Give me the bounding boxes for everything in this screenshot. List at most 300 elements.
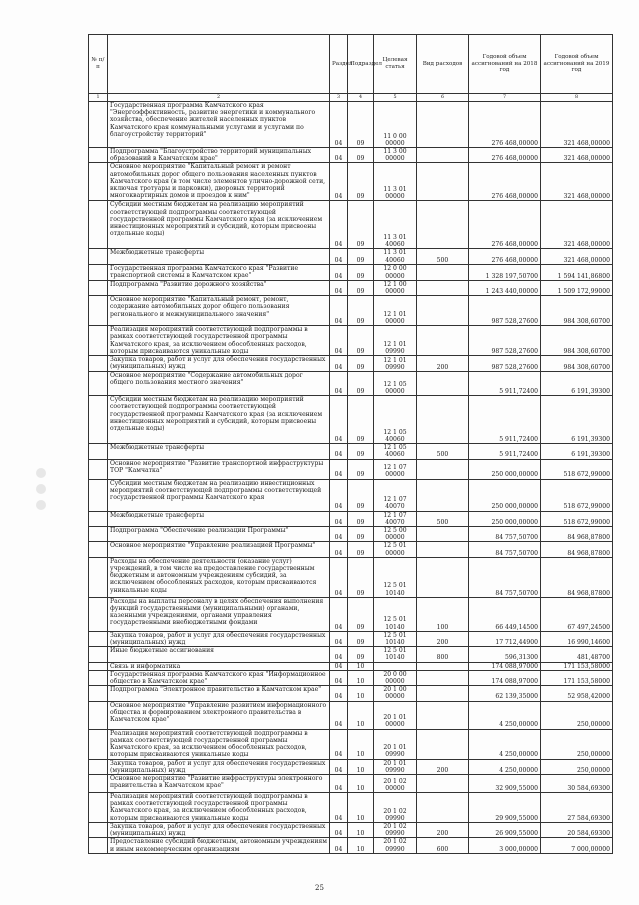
cell-sec: 04: [330, 686, 348, 701]
cell-cs: 20 1 02 09990: [374, 793, 417, 823]
cell-sub: 10: [348, 701, 374, 729]
cell-vr: 200: [417, 631, 469, 646]
cell-v18: 1 243 440,00000: [469, 280, 541, 295]
cell-v19: 321 468,00000: [541, 102, 613, 148]
row-number-cell: [89, 396, 108, 444]
cell-cs: 12 5 00 00000: [374, 527, 417, 542]
cell-v18: 4 250,00000: [469, 759, 541, 774]
cell-sec: 04: [330, 148, 348, 163]
cell-name: Основное мероприятие "Управление развитием информационного общества и формированием электронного правительства в Камчатском крае": [108, 701, 330, 729]
cell-cs: 12 1 00 00000: [374, 280, 417, 295]
row-number-cell: [89, 670, 108, 685]
row-number-cell: [89, 823, 108, 838]
cell-cs: 12 1 07 40070: [374, 479, 417, 511]
header-expense-type: Вид расходов: [417, 35, 469, 94]
cell-cs: 12 1 05 40060: [374, 444, 417, 459]
cell-sub: 09: [348, 163, 374, 201]
cell-v19: 984 308,60700: [541, 326, 613, 356]
cell-cs: 12 1 05 00000: [374, 372, 417, 396]
cell-sub: 09: [348, 356, 374, 372]
column-number: 7: [469, 94, 541, 102]
cell-name: Субсидии местным бюджетам на реализацию мероприятий соответствующей подпрограммы соответствующей государственной программы Камчатского края (за исключением инвестиционных мероприятий и субсидий, которым присвоены отдельные коды): [108, 396, 330, 444]
cell-sub: 09: [348, 296, 374, 326]
cell-v19: 6 191,39300: [541, 372, 613, 396]
cell-name: Основное мероприятие "Управление реализацией Программы": [108, 542, 330, 557]
cell-v19: 6 191,39300: [541, 396, 613, 444]
cell-cs: 11 3 01 40060: [374, 249, 417, 264]
row-number-cell: [89, 729, 108, 759]
cell-sec: 04: [330, 838, 348, 853]
cell-v19: 321 468,00000: [541, 201, 613, 249]
cell-sec: 04: [330, 670, 348, 685]
cell-name: Государственная программа Камчатского края "Энергоэффективность, развитие энергетики и коммунального хозяйства, обеспечение жителей населенных пунктов Камчатского края коммунальными услугами и услугами по благоустройству территорий": [108, 102, 330, 148]
row-number-cell: [89, 459, 108, 479]
cell-sub: 09: [348, 264, 374, 280]
cell-sub: 09: [348, 249, 374, 264]
cell-sec: 04: [330, 647, 348, 662]
cell-v18: 66 449,14500: [469, 597, 541, 631]
table-row: [89, 686, 613, 701]
table-row: [89, 264, 613, 280]
table-row: [89, 326, 613, 356]
cell-v19: 1 509 172,99000: [541, 280, 613, 295]
cell-sub: 09: [348, 102, 374, 148]
cell-v19: 1 594 141,86800: [541, 264, 613, 280]
header-2018: Годовой объем ассигнований на 2018 год: [469, 35, 541, 94]
header-name: [108, 35, 330, 94]
table-row: [89, 396, 613, 444]
cell-sub: 09: [348, 444, 374, 459]
cell-vr: [417, 793, 469, 823]
table-row: [89, 701, 613, 729]
cell-sec: 04: [330, 479, 348, 511]
cell-vr: [417, 527, 469, 542]
cell-v19: 52 958,42000: [541, 686, 613, 701]
row-number-cell: [89, 793, 108, 823]
cell-sec: 04: [330, 201, 348, 249]
cell-v18: 4 250,00000: [469, 729, 541, 759]
table-row: [89, 759, 613, 774]
cell-cs: 20 1 01 09990: [374, 759, 417, 774]
cell-vr: [417, 296, 469, 326]
cell-vr: [417, 729, 469, 759]
cell-sub: 10: [348, 759, 374, 774]
cell-v19: 321 468,00000: [541, 163, 613, 201]
cell-cs: 12 1 01 09990: [374, 326, 417, 356]
cell-v19: 518 672,99000: [541, 479, 613, 511]
table-row: [89, 148, 613, 163]
cell-sub: 09: [348, 527, 374, 542]
table-row: [89, 647, 613, 662]
cell-name: Межбюджетные трансферты: [108, 444, 330, 459]
cell-v18: 174 088,97000: [469, 670, 541, 685]
cell-v19: 67 497,24500: [541, 597, 613, 631]
column-number: 5: [374, 94, 417, 102]
cell-sub: 09: [348, 326, 374, 356]
row-number-cell: [89, 686, 108, 701]
cell-v18: 5 911,72400: [469, 372, 541, 396]
cell-sec: 04: [330, 372, 348, 396]
row-number-cell: [89, 148, 108, 163]
table-row: [89, 459, 613, 479]
column-number: 4: [348, 94, 374, 102]
cell-name: Подпрограмма "Развитие дорожного хозяйства": [108, 280, 330, 295]
cell-vr: [417, 201, 469, 249]
cell-vr: 800: [417, 647, 469, 662]
cell-name: Предоставление субсидий бюджетным, автономным учреждениям и иным некоммерческим организациям: [108, 838, 330, 853]
cell-vr: [417, 686, 469, 701]
row-number-cell: [89, 296, 108, 326]
cell-sub: 09: [348, 280, 374, 295]
cell-cs: 12 5 01 00000: [374, 542, 417, 557]
cell-cs: 12 1 01 09990: [374, 356, 417, 372]
cell-v18: 276 468,00000: [469, 148, 541, 163]
table-row: [89, 793, 613, 823]
cell-sub: 10: [348, 793, 374, 823]
table-row: [89, 163, 613, 201]
cell-v18: 250 000,00000: [469, 479, 541, 511]
cell-name: Основное мероприятие "Содержание автомобильных дорог общего пользования местного значения": [108, 372, 330, 396]
row-number-cell: [89, 647, 108, 662]
cell-sec: 04: [330, 326, 348, 356]
cell-cs: 12 1 07 00000: [374, 459, 417, 479]
cell-vr: [417, 701, 469, 729]
cell-name: Иные бюджетные ассигнования: [108, 647, 330, 662]
cell-sub: 09: [348, 201, 374, 249]
cell-v19: 321 468,00000: [541, 148, 613, 163]
cell-sec: 04: [330, 527, 348, 542]
cell-sub: 10: [348, 670, 374, 685]
cell-v19: 171 153,58000: [541, 670, 613, 685]
header-target-article: Целевая статья: [374, 35, 417, 94]
cell-cs: 11 3 01 40060: [374, 201, 417, 249]
budget-allocation-table: [88, 34, 613, 854]
cell-name: Основное мероприятие "Развитие инфраструктуры электронного правительства в Камчатском крае": [108, 775, 330, 793]
cell-v18: 26 909,55000: [469, 823, 541, 838]
cell-vr: [417, 163, 469, 201]
cell-sub: 09: [348, 597, 374, 631]
cell-v19: 250,00000: [541, 729, 613, 759]
cell-v18: 5 911,72400: [469, 396, 541, 444]
cell-name: Реализация мероприятий соответствующей подпрограммы в рамках соответствующей государственной программы Камчатского края, за исключением обособленных расходов, которым присваиваются уникальные коды: [108, 793, 330, 823]
cell-name: Основное мероприятие "Капитальный ремонт, ремонт, содержание автомобильных дорог общего пользования регионального и межмуниципального значения": [108, 296, 330, 326]
cell-cs: 20 1 02 09990: [374, 838, 417, 853]
cell-vr: [417, 280, 469, 295]
cell-sec: 04: [330, 356, 348, 372]
column-number: 6: [417, 94, 469, 102]
cell-vr: 600: [417, 838, 469, 853]
column-number-row: [89, 94, 613, 102]
cell-sec: 04: [330, 729, 348, 759]
cell-cs: 20 1 02 00000: [374, 775, 417, 793]
cell-cs: 20 0 00 00000: [374, 670, 417, 685]
header-subsection: Подраздел: [348, 35, 374, 94]
cell-name: Государственная программа Камчатского края "Информационное общество в Камчатском крае": [108, 670, 330, 685]
row-number-cell: [89, 372, 108, 396]
cell-name: Государственная программа Камчатского края "Развитие транспортной системы в Камчатском крае": [108, 264, 330, 280]
cell-sec: 04: [330, 396, 348, 444]
cell-name: Закупка товаров, работ и услуг для обеспечения государственных (муниципальных) нужд: [108, 631, 330, 646]
cell-cs: 12 1 07 40070: [374, 511, 417, 526]
cell-v18: 5 911,72400: [469, 444, 541, 459]
table-row: [89, 729, 613, 759]
cell-v18: 84 757,50700: [469, 527, 541, 542]
cell-vr: [417, 670, 469, 685]
cell-name: Подпрограмма "Обеспечение реализации Программы": [108, 527, 330, 542]
table-row: [89, 527, 613, 542]
cell-sec: 04: [330, 511, 348, 526]
cell-name: Субсидии местным бюджетам на реализацию мероприятий соответствующей подпрограммы соответствующей государственной программы Камчатского края (за исключением инвестиционных мероприятий и субсидий, которым присвоены отдельные коды): [108, 201, 330, 249]
cell-cs: 11 3 00 00000: [374, 148, 417, 163]
cell-vr: 200: [417, 759, 469, 774]
cell-vr: 500: [417, 249, 469, 264]
table-row: [89, 296, 613, 326]
cell-v19: 84 968,87800: [541, 557, 613, 597]
cell-cs: 20 1 02 09990: [374, 823, 417, 838]
cell-v19: 250,00000: [541, 701, 613, 729]
cell-v19: 321 468,00000: [541, 249, 613, 264]
cell-sec: 04: [330, 163, 348, 201]
table-row: [89, 775, 613, 793]
cell-sub: 09: [348, 647, 374, 662]
cell-sec: 04: [330, 102, 348, 148]
cell-sub: 09: [348, 396, 374, 444]
cell-cs: 12 0 00 00000: [374, 264, 417, 280]
cell-cs: 20 1 01 09990: [374, 729, 417, 759]
row-number-cell: [89, 511, 108, 526]
table-row: [89, 479, 613, 511]
column-number: 3: [330, 94, 348, 102]
cell-name: Реализация мероприятий соответствующей подпрограммы в рамках соответствующей государственной программы Камчатского края, за исключением обособленных расходов, которым присваиваются уникальные коды: [108, 326, 330, 356]
cell-vr: [417, 326, 469, 356]
header-num: № п/п: [89, 35, 108, 94]
table-row: [89, 597, 613, 631]
table-row: [89, 557, 613, 597]
cell-cs: 12 5 01 10140: [374, 557, 417, 597]
cell-vr: [417, 775, 469, 793]
cell-name: Реализация мероприятий соответствующей подпрограммы в рамках соответствующей государственной программы Камчатского края, за исключением обособленных расходов, которым присваиваются уникальные коды: [108, 729, 330, 759]
table-row: [89, 280, 613, 295]
cell-sec: 04: [330, 775, 348, 793]
table-row: [89, 249, 613, 264]
cell-v18: 250 000,00000: [469, 459, 541, 479]
cell-v19: 27 584,69300: [541, 793, 613, 823]
cell-v19: 250,00000: [541, 759, 613, 774]
cell-sub: 09: [348, 459, 374, 479]
row-number-cell: [89, 542, 108, 557]
cell-vr: 200: [417, 356, 469, 372]
cell-sec: 04: [330, 557, 348, 597]
cell-cs: [374, 662, 417, 670]
cell-v18: 4 250,00000: [469, 701, 541, 729]
cell-sec: 04: [330, 249, 348, 264]
cell-sub: 09: [348, 372, 374, 396]
table-row: [89, 201, 613, 249]
row-number-cell: [89, 201, 108, 249]
scan-margin-marks: [36, 468, 50, 608]
cell-cs: 12 5 01 10140: [374, 631, 417, 646]
cell-name: Подпрограмма "Благоустройство территорий муниципальных образований в Камчатском крае": [108, 148, 330, 163]
cell-name: Закупка товаров, работ и услуг для обеспечения государственных (муниципальных) нужд: [108, 823, 330, 838]
row-number-cell: [89, 264, 108, 280]
cell-cs: 11 3 01 00000: [374, 163, 417, 201]
cell-sub: 10: [348, 775, 374, 793]
table-body: [89, 102, 613, 854]
cell-sec: 04: [330, 280, 348, 295]
table-row: [89, 511, 613, 526]
cell-v18: 29 909,55000: [469, 793, 541, 823]
cell-cs: 20 1 01 00000: [374, 701, 417, 729]
row-number-cell: [89, 280, 108, 295]
cell-cs: 20 1 00 00000: [374, 686, 417, 701]
cell-v19: 84 968,87800: [541, 527, 613, 542]
cell-name: Закупка товаров, работ и услуг для обеспечения государственных (муниципальных) нужд: [108, 356, 330, 372]
cell-sec: 04: [330, 823, 348, 838]
page-number: 25: [315, 884, 324, 892]
table-row: [89, 631, 613, 646]
cell-v19: 518 672,99000: [541, 459, 613, 479]
cell-sub: 09: [348, 479, 374, 511]
cell-vr: [417, 372, 469, 396]
cell-cs: 11 0 00 00000: [374, 102, 417, 148]
cell-sec: 04: [330, 631, 348, 646]
cell-sec: 04: [330, 759, 348, 774]
cell-sub: 09: [348, 148, 374, 163]
row-number-cell: [89, 701, 108, 729]
cell-v19: 84 968,87800: [541, 542, 613, 557]
cell-name: Расходы на обеспечение деятельности (оказание услуг) учреждений, в том числе на предоставление государственным бюджетным и автономным учреждениям субсидий, за исключением обособленных расходов, которым присваиваются уникальные коды: [108, 557, 330, 597]
cell-v18: 276 468,00000: [469, 201, 541, 249]
cell-name: Связь и информатика: [108, 662, 330, 670]
table-row: [89, 823, 613, 838]
row-number-cell: [89, 759, 108, 774]
row-number-cell: [89, 444, 108, 459]
cell-sub: 09: [348, 542, 374, 557]
cell-sub: 10: [348, 729, 374, 759]
cell-v18: 987 528,27600: [469, 326, 541, 356]
cell-vr: [417, 396, 469, 444]
row-number-cell: [89, 557, 108, 597]
cell-v18: 84 757,50700: [469, 557, 541, 597]
cell-vr: [417, 102, 469, 148]
cell-v18: 276 468,00000: [469, 102, 541, 148]
cell-v18: 276 468,00000: [469, 163, 541, 201]
cell-v18: 250 000,00000: [469, 511, 541, 526]
cell-v19: 30 584,69300: [541, 775, 613, 793]
cell-sub: 09: [348, 557, 374, 597]
cell-name: Межбюджетные трансферты: [108, 249, 330, 264]
cell-sub: 10: [348, 823, 374, 838]
cell-sub: 10: [348, 838, 374, 853]
cell-sec: 04: [330, 793, 348, 823]
cell-v18: 62 139,35000: [469, 686, 541, 701]
table-row: [89, 444, 613, 459]
cell-vr: [417, 148, 469, 163]
cell-cs: 12 5 01 10140: [374, 597, 417, 631]
row-number-cell: [89, 249, 108, 264]
cell-name: Основное мероприятие "Капитальный ремонт и ремонт автомобильных дорог общего пользования населенных пунктов Камчатского края (в том числе элементов улично-дорожной сети, включая тротуары и парковки), дворовых территорий многоквартирных домов и проездов к ним": [108, 163, 330, 201]
row-number-cell: [89, 102, 108, 148]
cell-name: Расходы на выплаты персоналу в целях обеспечения выполнения функций государственными (муниципальными) органами, казенными учреждениями, органами управления государственными внебюджетными фондами: [108, 597, 330, 631]
cell-v18: 987 528,27600: [469, 296, 541, 326]
cell-cs: 12 5 01 10140: [374, 647, 417, 662]
cell-sec: 04: [330, 662, 348, 670]
table-row: [89, 670, 613, 685]
table-row: [89, 356, 613, 372]
cell-v19: 7 000,00000: [541, 838, 613, 853]
cell-v19: 6 191,39300: [541, 444, 613, 459]
row-number-cell: [89, 597, 108, 631]
cell-v18: 1 328 197,50700: [469, 264, 541, 280]
row-number-cell: [89, 356, 108, 372]
row-number-cell: [89, 662, 108, 670]
cell-v18: 3 000,00000: [469, 838, 541, 853]
cell-vr: [417, 479, 469, 511]
cell-sec: 04: [330, 597, 348, 631]
row-number-cell: [89, 775, 108, 793]
cell-sub: 10: [348, 686, 374, 701]
cell-sub: 09: [348, 511, 374, 526]
cell-v18: 84 757,50700: [469, 542, 541, 557]
column-number: 8: [541, 94, 613, 102]
cell-vr: 100: [417, 597, 469, 631]
cell-sub: 10: [348, 662, 374, 670]
cell-v18: 276 468,00000: [469, 249, 541, 264]
cell-sec: 04: [330, 444, 348, 459]
cell-name: Основное мероприятие "Развитие транспортной инфраструктуры ТОР "Камчатка": [108, 459, 330, 479]
table-row: [89, 102, 613, 148]
cell-v18: 17 712,44900: [469, 631, 541, 646]
cell-v19: 481,48700: [541, 647, 613, 662]
header-section: Раздел: [330, 35, 348, 94]
row-number-cell: [89, 631, 108, 646]
cell-vr: [417, 557, 469, 597]
column-number: 1: [89, 94, 108, 102]
cell-vr: 500: [417, 444, 469, 459]
header-2019: Годовой объем ассигнований на 2019 год: [541, 35, 613, 94]
cell-vr: [417, 264, 469, 280]
cell-v18: 32 909,55000: [469, 775, 541, 793]
row-number-cell: [89, 163, 108, 201]
row-number-cell: [89, 479, 108, 511]
cell-v19: 16 990,14600: [541, 631, 613, 646]
cell-name: Подпрограмма "Электронное правительство в Камчатском крае": [108, 686, 330, 701]
cell-vr: [417, 542, 469, 557]
cell-vr: [417, 662, 469, 670]
cell-sub: 09: [348, 631, 374, 646]
cell-v18: 174 088,97000: [469, 662, 541, 670]
cell-sec: 04: [330, 459, 348, 479]
cell-cs: 12 1 05 40060: [374, 396, 417, 444]
cell-v19: 20 584,69300: [541, 823, 613, 838]
table-header-row: [89, 35, 613, 94]
cell-sec: 04: [330, 296, 348, 326]
table-row: [89, 372, 613, 396]
cell-vr: 500: [417, 511, 469, 526]
cell-v19: 518 672,99000: [541, 511, 613, 526]
cell-v18: 596,31300: [469, 647, 541, 662]
cell-sec: 04: [330, 701, 348, 729]
cell-vr: [417, 459, 469, 479]
cell-name: Закупка товаров, работ и услуг для обеспечения государственных (муниципальных) нужд: [108, 759, 330, 774]
table-row: [89, 542, 613, 557]
cell-v18: 987 528,27600: [469, 356, 541, 372]
table-row: [89, 838, 613, 853]
row-number-cell: [89, 326, 108, 356]
row-number-cell: [89, 527, 108, 542]
cell-v19: 984 308,60700: [541, 296, 613, 326]
cell-v19: 984 308,60700: [541, 356, 613, 372]
